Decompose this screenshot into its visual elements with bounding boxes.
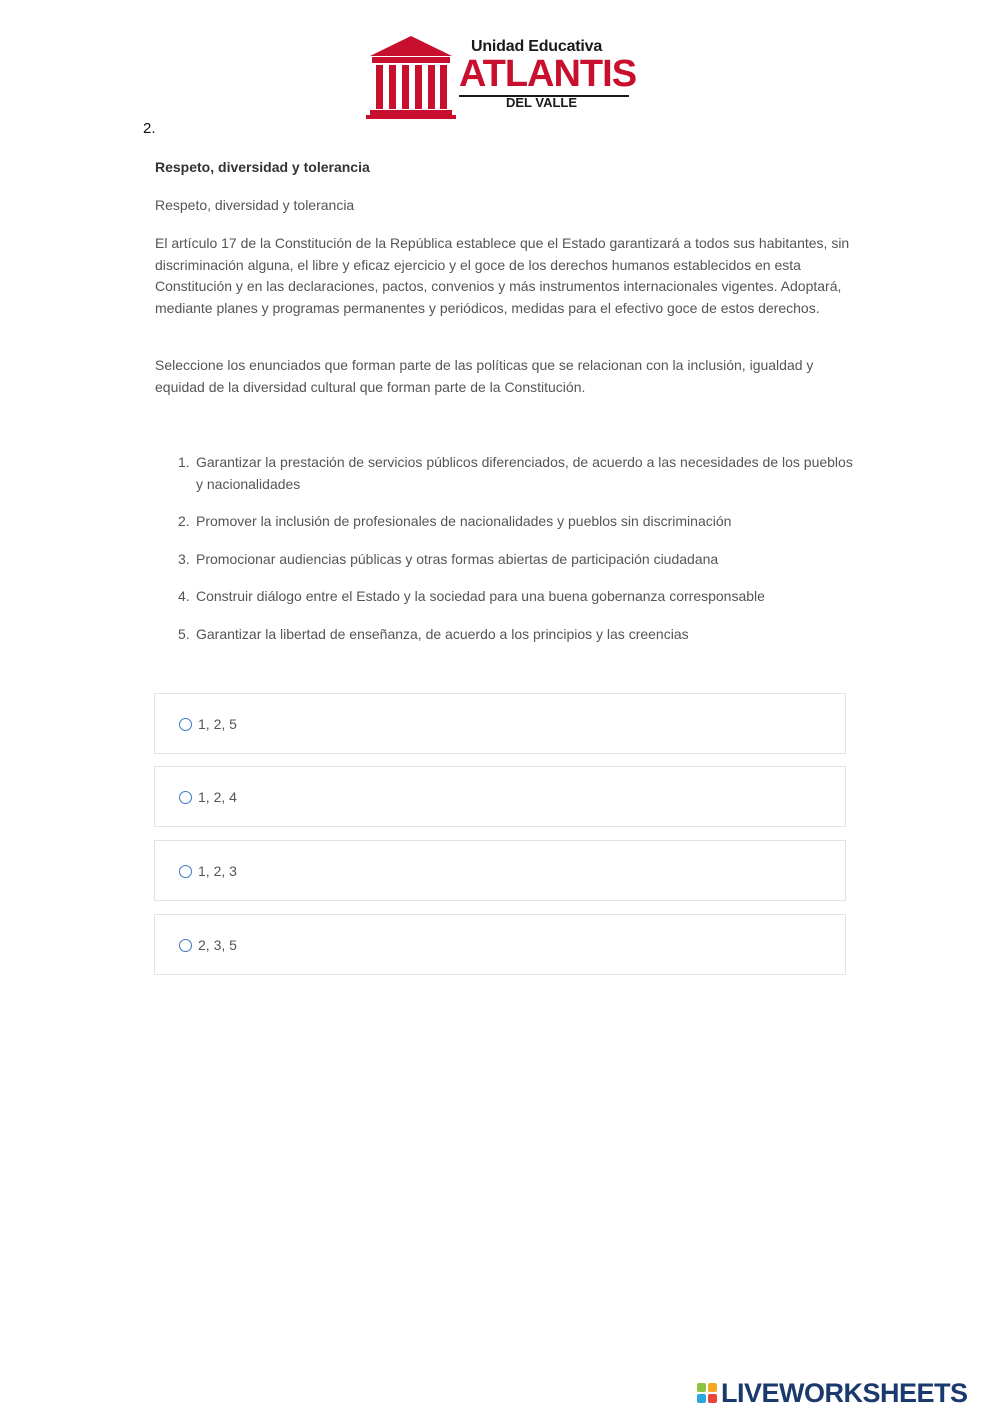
radio-button-icon[interactable] [179,718,192,731]
question-title: Respeto, diversidad y tolerancia [155,159,370,175]
list-item [178,586,858,608]
list-item-number: 5. [178,625,190,642]
radio-button-icon[interactable] [179,939,192,952]
liveworksheets-brand: LIVEWORKSHEETS [721,1377,968,1408]
list-item-text: Promocionar audiencias públicas y otras formas abiertas de participación ciudadana [196,550,719,567]
question-paragraph-2: Seleccione los enunciados que forman parte de las políticas que se relacionan con la inclusión, igualdad y equidad de la diversidad cultural que forman parte de la Constitución. [155,357,814,395]
school-logo [366,34,637,120]
question-subtitle: Respeto, diversidad y tolerancia [155,197,355,213]
list-item [178,511,858,533]
liveworksheets-watermark [697,1378,968,1408]
answer-option-4[interactable] [154,914,846,975]
list-item-text: Promover la inclusión de profesionales de nacionalidades y pueblos sin discriminación [196,513,732,529]
list-item-number: 3. [178,550,190,567]
list-item-number: 4. [178,588,190,604]
list-item [178,549,858,571]
answer-option-label: 1, 2, 3 [198,863,237,879]
answer-option-3[interactable] [154,840,846,901]
liveworksheets-icon [697,1383,717,1403]
list-item-number: 1. [178,454,190,470]
list-item [178,452,858,495]
question-paragraph-1: El artículo 17 de la Constitución de la República establece que el Estado garantizará a todos sus habitantes, sin discriminación alguna, el libre y eficaz ejercicio y el goce de los derechos humanos establecidos en esta Constitución y en las declaraciones, pactos, convenios y más instrumentos internacionales vigentes. Adoptará, mediante planes y programas permanentes y periódicos, medidas para el efectivo goce de estos derechos. [155,235,850,316]
list-item-text: Garantizar la prestación de servicios públicos diferenciados, de acuerdo a las necesidades de los pueblos y nacionalidades [196,454,853,492]
list-item-text: Garantizar la libertad de enseñanza, de acuerdo a los principios y las creencias [196,625,689,642]
question-number: 2. [143,120,156,137]
radio-button-icon[interactable] [179,865,192,878]
list-item-text: Construir diálogo entre el Estado y la sociedad para una buena gobernanza corresponsable [196,588,765,604]
logo-line-2: ATLANTIS [459,53,637,95]
logo-line-1: Unidad Educativa [471,38,603,55]
statement-list [178,452,858,645]
answer-option-1[interactable] [154,693,846,754]
list-item-number: 2. [178,513,190,529]
answer-option-2[interactable] [154,766,846,827]
list-item [178,624,858,646]
answer-option-label: 1, 2, 5 [198,716,237,732]
radio-button-icon[interactable] [179,791,192,804]
logo-line-3: DEL VALLE [506,95,578,110]
answer-option-label: 2, 3, 5 [198,937,237,953]
answer-option-label: 1, 2, 4 [198,789,237,805]
temple-icon [366,34,456,120]
